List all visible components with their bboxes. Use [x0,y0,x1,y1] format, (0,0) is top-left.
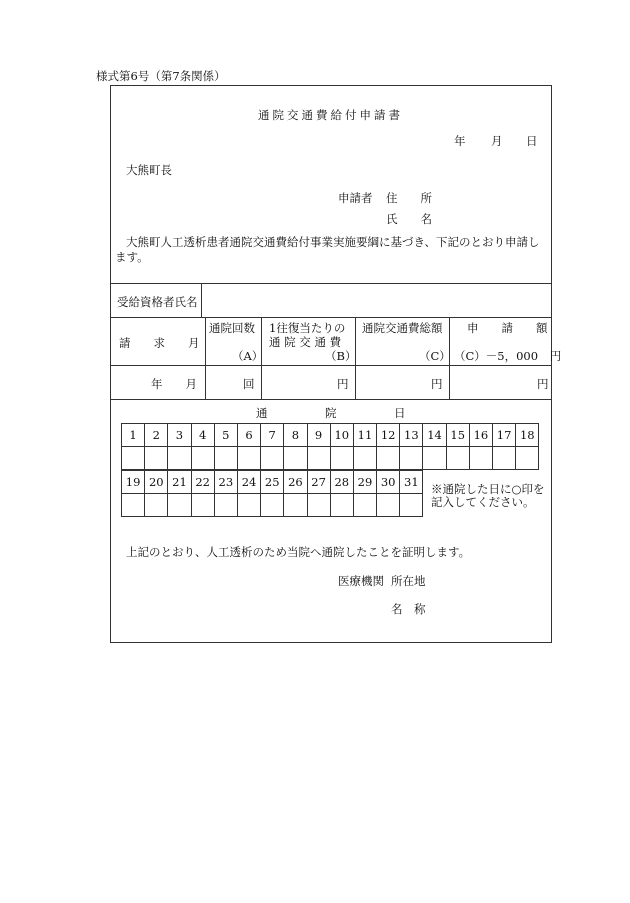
row-yen-d: 円 [537,377,549,391]
medical-location-label: 所在地 [391,574,426,588]
calendar-day-2: 2 [145,424,168,447]
table-line-2 [111,317,551,318]
calendar-day-27: 27 [307,471,330,494]
calendar-day-5: 5 [214,424,237,447]
calendar-day-8: 8 [284,424,307,447]
calendar-mark-cell-20[interactable] [145,494,168,517]
calendar-mark-cell-21[interactable] [168,494,191,517]
calendar-mark-cell-6[interactable] [237,447,260,470]
date-month-label: 月 [491,134,503,148]
calendar-header: 通 院 日 [256,406,406,420]
applicant-label: 申請者 [338,191,373,205]
calendar-day-14: 14 [423,424,446,447]
calendar-day-17: 17 [493,424,516,447]
col-b-line3: （B） [325,349,357,363]
calendar-day-12: 12 [377,424,400,447]
calendar-day-19: 19 [122,471,145,494]
calendar-day-26: 26 [284,471,307,494]
calendar-day-29: 29 [353,471,376,494]
calendar-mark-cell-10[interactable] [330,447,353,470]
body-text-line2: ます。 [115,250,149,264]
row-yen-c: 円 [431,377,443,391]
calendar-mark-cell-12[interactable] [377,447,400,470]
col-b-line1: 1往復当たりの [269,321,346,335]
calendar-day-16: 16 [469,424,492,447]
col-d-line2: （C）－5，000 円 [454,349,562,363]
col-b-line2: 通 院 交 通 費 [269,335,342,349]
calendar-mark-cell-3[interactable] [168,447,191,470]
table-line-3 [111,365,551,366]
calendar-day-11: 11 [353,424,376,447]
calendar-day-18: 18 [516,424,539,447]
col-a-line1: 通院回数 [209,321,255,335]
calendar-mark-cell-26[interactable] [284,494,307,517]
application-form-frame [110,85,562,643]
applicant-address-label: 住 所 [386,191,432,205]
addressee: 大熊町長 [126,163,172,177]
calendar-day-21: 21 [168,471,191,494]
calendar-mark-cell-17[interactable] [493,447,516,470]
calendar-day-9: 9 [307,424,330,447]
calendar-note-line2: 記入してください。 [431,495,535,509]
row-yen-b: 円 [337,377,349,391]
calendar-mark-cell-9[interactable] [307,447,330,470]
table-bottom-line [111,399,551,400]
applicant-name-label: 氏 名 [386,212,432,226]
calendar-mark-cell-31[interactable] [400,494,423,517]
calendar-mark-cell-14[interactable] [423,447,446,470]
calendar-mark-cell-2[interactable] [145,447,168,470]
calendar-mark-cell-27[interactable] [307,494,330,517]
calendar-mark-cell-24[interactable] [237,494,260,517]
calendar-day-3: 3 [168,424,191,447]
calendar-day-15: 15 [446,424,469,447]
recipient-divider [201,283,202,317]
certification-text: 上記のとおり、人工透析のため当院へ通院したことを証明します。 [126,545,471,559]
form-title: 通院交通費給付申請書 [258,108,403,122]
col-c-line2: （C） [419,349,451,363]
calendar-row2 [121,470,423,517]
calendar-day-25: 25 [261,471,284,494]
calendar-mark-cell-29[interactable] [353,494,376,517]
medical-institution-label: 医療機関 [338,574,384,588]
calendar-mark-cell-25[interactable] [261,494,284,517]
col-divider-1 [205,317,206,399]
calendar-day-20: 20 [145,471,168,494]
calendar-day-22: 22 [191,471,214,494]
calendar-day-28: 28 [330,471,353,494]
calendar-mark-cell-30[interactable] [377,494,400,517]
calendar-mark-cell-22[interactable] [191,494,214,517]
calendar-day-30: 30 [377,471,400,494]
calendar-mark-cell-13[interactable] [400,447,423,470]
calendar-mark-cell-16[interactable] [469,447,492,470]
calendar-day-23: 23 [214,471,237,494]
date-year-label: 年 [454,134,466,148]
form-number: 様式第6号（第7条関係） [96,69,226,83]
calendar-mark-cell-19[interactable] [122,494,145,517]
calendar-day-13: 13 [400,424,423,447]
calendar-day-1: 1 [122,424,145,447]
calendar-mark-cell-5[interactable] [214,447,237,470]
row-times-unit: 回 [243,377,255,391]
date-day-label: 日 [526,134,538,148]
calendar-day-6: 6 [237,424,260,447]
medical-name-label: 名 称 [391,602,426,616]
col-c-line1: 通院交通費総額 [362,321,443,335]
calendar-mark-cell-15[interactable] [446,447,469,470]
calendar-row1 [121,423,539,470]
calendar-day-7: 7 [261,424,284,447]
calendar-mark-cell-18[interactable] [516,447,539,470]
col-d-line1: 申 請 額 [467,321,548,335]
body-text-line1: 大熊町人工透析患者通院交通費給付事業実施要綱に基づき、下記のとおり申請し [126,235,540,249]
calendar-note-line1: ※通院した日に○印を [431,482,545,496]
calendar-mark-cell-8[interactable] [284,447,307,470]
calendar-day-4: 4 [191,424,214,447]
calendar-day-10: 10 [330,424,353,447]
col-a-line2: （A） [232,349,264,363]
row-year-month: 年 月 [151,377,197,391]
calendar-mark-cell-1[interactable] [122,447,145,470]
calendar-mark-cell-11[interactable] [353,447,376,470]
calendar-mark-cell-7[interactable] [261,447,284,470]
calendar-day-24: 24 [237,471,260,494]
table-top-line [111,283,551,284]
recipient-name-label: 受給資格者氏名 [117,295,198,309]
claim-month-label: 請 求 月 [119,336,200,350]
calendar-day-31: 31 [400,471,423,494]
calendar-mark-cell-28[interactable] [330,494,353,517]
calendar-mark-cell-4[interactable] [191,447,214,470]
calendar-mark-cell-23[interactable] [214,494,237,517]
